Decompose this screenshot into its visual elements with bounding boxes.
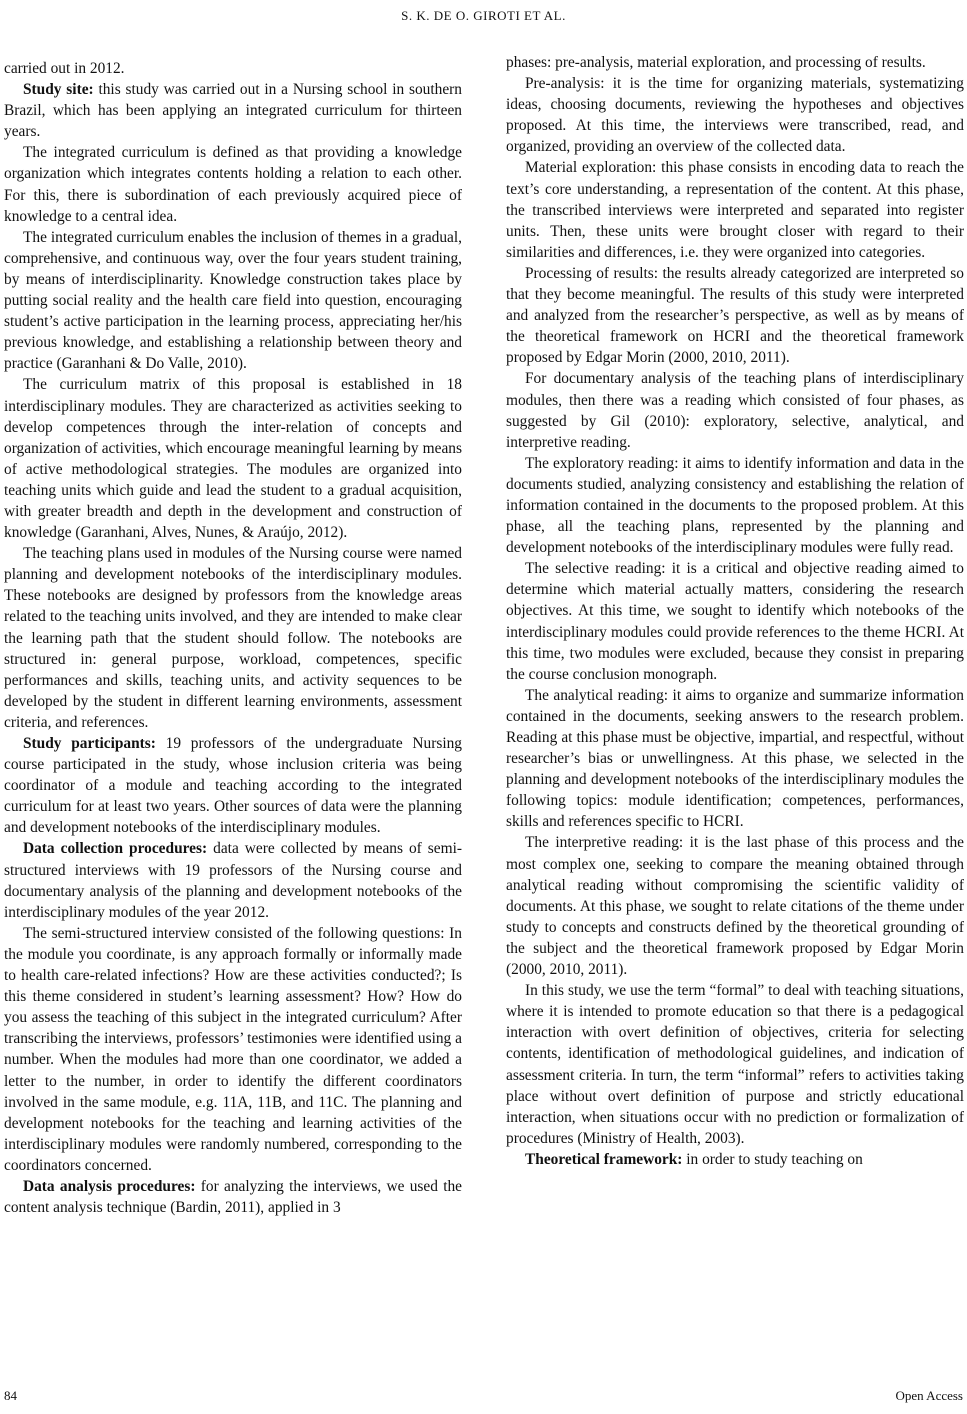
- paragraph-text: for analyzing the interviews, we used the content analysis technique (Bardin, 2011), applied in 3: [4, 1177, 462, 1217]
- paragraph: The analytical reading: it aims to organize and summarize information contained in the documents, seeking answers to the research problem. Reading at this phase must be objective, impartial, and respectful, without researcher’s bias or unwellingness. At this phase, we selected in the planning and development notebooks of the interdisciplinary modules the following topics: module identification; competences, performances, skills and references specific to HCRI.: [506, 686, 964, 831]
- paragraph: Pre-analysis: it is the time for organizing materials, systematizing ideas, choosing documents, reviewing the hypotheses and objectives proposed. At this time, the interviews were transcribed, read, and organized, providing an overview of the collected data.: [506, 75, 964, 156]
- page-number: 84: [4, 1388, 17, 1403]
- paragraph-study-site: [4, 79, 462, 142]
- paragraph: carried out in 2012.: [4, 60, 125, 77]
- section-heading: Study site:: [23, 81, 94, 99]
- paragraph-study-participants: [4, 733, 462, 838]
- footer-publisher: Open Access: [895, 1388, 963, 1403]
- paragraph: The selective reading: it is a critical and objective reading aimed to determine which material actually matters, considering the research objectives. At this time, we sought to identify which notebooks of the interdisciplinary modules could provide references to the theme HCRI. At this time, two modules were excluded, because they consist in preparing the course conclusion monograph.: [506, 560, 964, 683]
- paragraph: The exploratory reading: it aims to identify information and data in the documents studied, analyzing consistency and establishing the relation of information contained in the documents to the proposed problem. At this phase, all the teaching plans, represented by the planning and development notebooks of the interdisciplinary modules were fully read.: [506, 454, 964, 557]
- paragraph: phases: pre-analysis, material exploration, and processing of results.: [506, 54, 926, 71]
- paragraph: The integrated curriculum is defined as that providing a knowledge organization which integrates contents holding a relation to each other. For this, there is subordination of each previously acquired piece of knowledge to a central idea.: [4, 144, 462, 225]
- paragraph: The interpretive reading: it is the last phase of this process and the most complex one, seeking to compare the meaning obtained through analytical reading without compromising the scientific validity of documents. At this phase, we sought to relate citations of the theme under study to concepts and constructs defined by the theoretical grounding of the subject and the theoretical framework proposed by Edgar Morin (2000, 2010, 2011).: [506, 834, 964, 979]
- paragraph-text: this study was carried out in a Nursing school in southern Brazil, which has been applying an integrated curriculum for thirteen years.: [4, 81, 462, 141]
- running-header: S. K. DE O. GIROTI ET AL.: [401, 8, 566, 23]
- paragraph: Material exploration: this phase consists in encoding data to reach the text’s core understanding, a representation of the content. At this phase, the transcribed interviews were interpreted and separated into register units. Then, these units were brought closer with regard to their similarities and differences, i.e. they were organized into categories.: [506, 159, 964, 261]
- paragraph-text: in order to study teaching on: [682, 1150, 863, 1168]
- paragraph-data-collection: [4, 838, 462, 922]
- right-column: [506, 52, 964, 1170]
- paragraph: The integrated curriculum enables the inclusion of themes in a gradual, comprehensive, and continuous way, over the four years student training, by means of interdisciplinarity. Knowledge construction takes place by putting social reality and the health care field into question, encouraging student’s active participation in the learning process, appreciating her/his previous knowledge, and establishing a relationship between theory and practice (Garanhani & Do Valle, 2010).: [4, 228, 462, 373]
- paragraph: The teaching plans used in modules of the Nursing course were named planning and development notebooks of the interdisciplinary modules. These notebooks are designed by professors from the knowledge areas related to the teaching units involved, and they are intended to make clear the learning path that the student should follow. The notebooks are structured in: general purpose, workload, competences, specific performances and skills, teaching units, and activity sequences to be developed by the student in different learning environments, assessment criteria, and references.: [4, 545, 462, 731]
- paragraph-text: data were collected by means of semi-structured interviews with 19 professors of the Nursing course and documentary analysis of the planning and development notebooks of the interdisciplinary modules of the year 2012.: [4, 840, 462, 921]
- left-column: [4, 58, 462, 1218]
- paragraph-data-analysis: [4, 1176, 462, 1218]
- section-heading: Data analysis procedures:: [23, 1177, 196, 1195]
- paragraph-text: 19 professors of the undergraduate Nursing course participated in the study, whose inclusion criteria was being coordinator of a module and teaching according to the integrated curriculum for at least two years. Other sources of data were the planning and development notebooks of the interdisciplinary modules.: [4, 735, 462, 837]
- paragraph: For documentary analysis of the teaching plans of interdisciplinary modules, then there was a reading which consisted of four phases, as suggested by Gil (2010): exploratory, selective, analytical, and interpretive reading.: [506, 370, 964, 451]
- paragraph: The curriculum matrix of this proposal is established in 18 interdisciplinary modules. They are characterized as activities seeking to develop competences through the inter-relation of concepts and organization of activities, which encourage meaningful learning by means of active methodological strategies. The modules are organized into teaching units which guide and lead the student to a gradual acquisition, with greater breadth and depth in the development and construction of knowledge (Garanhani, Alves, Nunes, & Araújo, 2012).: [4, 376, 462, 542]
- paragraph-theoretical-framework: [506, 1149, 964, 1170]
- section-heading: Study participants:: [23, 735, 156, 752]
- section-heading: Data collection procedures:: [23, 840, 208, 858]
- paragraph: The semi-structured interview consisted of the following questions: In the module you coordinate, is any approach formally or informally made to health care-related infections? How are these activities conducted?; Is this theme considered in student’s learning assessment? How? How do you assess the teaching of this subject in the integrated curriculum? After transcribing the interviews, professors’ testimonies were identified using a number. When the modules had more than one coordinator, we added a letter to the number, in order to identify the different coordinators involved in the same module, e.g. 11A, 11B, and 11C. The planning and development notebooks for the teaching and learning activities of the interdisciplinary modules were randomly numbered, corresponding to the coordinators concerned.: [4, 924, 462, 1174]
- section-heading: Theoretical framework:: [525, 1150, 683, 1168]
- paragraph: In this study, we use the term “formal” to deal with teaching situations, where it is intended to promote education so that there is a pedagogical interaction with overt definition of objectives, criteria for selecting contents, identification of methodological guidelines, and indication of assessment criteria. In turn, the term “informal” refers to activities taking place without overt definition of purpose and strictly educational interaction, when situations occur with no prediction or formalization of procedures (Ministry of Health, 2003).: [506, 982, 964, 1147]
- paragraph: Processing of results: the results already categorized are interpreted so that they become meaningful. The results of this study were interpreted and analyzed from the researcher’s perspective, as well as by means of the theoretical framework on HCRI and the theoretical framework proposed by Edgar Morin (2000, 2010, 2011).: [506, 264, 964, 367]
